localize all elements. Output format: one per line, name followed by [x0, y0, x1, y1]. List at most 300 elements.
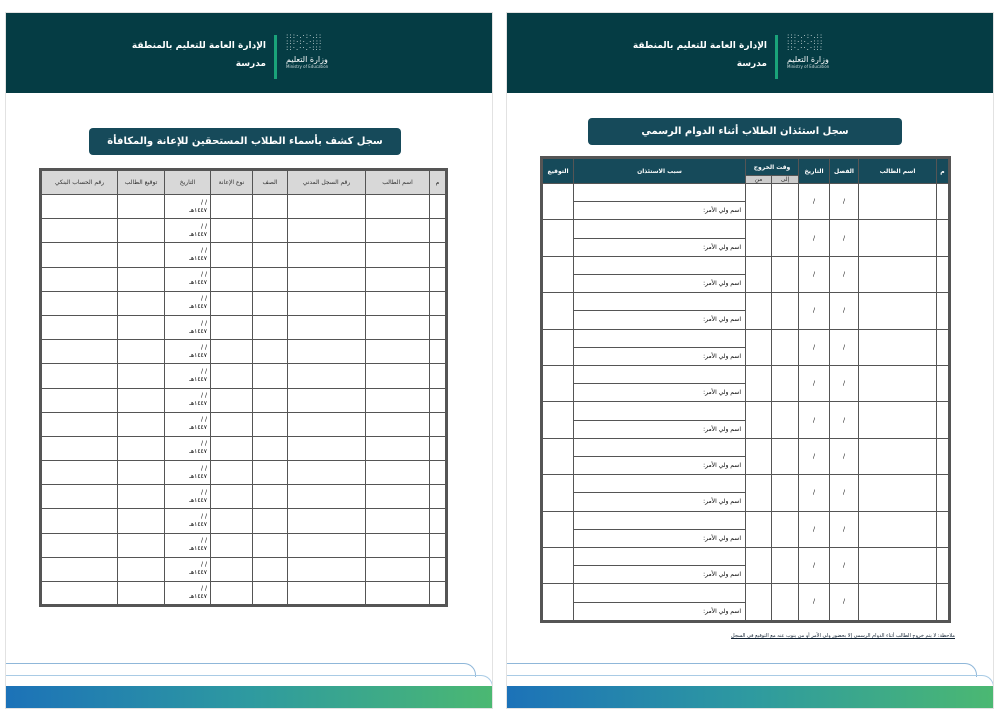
date-slashes: / /	[201, 198, 207, 206]
time-from-cell[interactable]	[746, 220, 772, 256]
table-cell[interactable]	[366, 243, 430, 267]
reason-cell[interactable]	[574, 184, 746, 220]
date-cell[interactable]: /	[799, 256, 830, 292]
table-cell[interactable]	[288, 461, 366, 485]
signature-cell[interactable]	[542, 475, 574, 511]
table-cell[interactable]	[253, 267, 288, 291]
date-cell[interactable]: /	[799, 584, 830, 621]
table-cell[interactable]	[288, 364, 366, 388]
table-cell[interactable]	[288, 243, 366, 267]
table-cell[interactable]	[430, 509, 447, 533]
reason-cell[interactable]	[574, 220, 746, 256]
table-row	[41, 485, 447, 509]
name-cell[interactable]	[859, 220, 937, 256]
table-cell[interactable]	[211, 291, 253, 315]
table-cell[interactable]	[118, 364, 165, 388]
reason-line[interactable]	[574, 366, 745, 384]
signature-cell[interactable]	[542, 402, 574, 438]
table-row	[542, 584, 950, 621]
name-cell[interactable]	[859, 329, 937, 365]
date-year: ١٤٤٧هـ	[189, 327, 207, 335]
date-cell[interactable]: /	[799, 475, 830, 511]
table-cell[interactable]	[41, 243, 118, 267]
table-cell[interactable]	[211, 388, 253, 412]
table-cell[interactable]	[41, 388, 118, 412]
reason-line[interactable]	[574, 512, 745, 530]
table-row	[41, 436, 447, 460]
table-row	[41, 412, 447, 436]
table-cell[interactable]	[288, 412, 366, 436]
signature-cell[interactable]	[542, 438, 574, 474]
table-cell[interactable]	[211, 412, 253, 436]
date-cell	[165, 267, 211, 291]
table-cell[interactable]	[118, 267, 165, 291]
table-cell[interactable]	[366, 557, 430, 581]
table-cell[interactable]	[118, 412, 165, 436]
reason-line[interactable]	[574, 184, 745, 202]
signature-cell[interactable]	[542, 547, 574, 583]
table-cell[interactable]	[118, 291, 165, 315]
table-cell[interactable]	[288, 291, 366, 315]
table-cell[interactable]	[430, 485, 447, 509]
date-slashes: / /	[201, 392, 207, 400]
table-cell[interactable]	[430, 582, 447, 606]
reason-split	[574, 512, 745, 547]
class-cell[interactable]: /	[830, 293, 859, 329]
date-cell	[165, 436, 211, 460]
table-cell[interactable]	[366, 267, 430, 291]
table-cell[interactable]	[430, 195, 447, 219]
table-cell[interactable]	[41, 364, 118, 388]
table-cell[interactable]	[253, 557, 288, 581]
table-cell[interactable]	[288, 533, 366, 557]
time-to-cell[interactable]	[772, 475, 799, 511]
table-cell[interactable]	[211, 340, 253, 364]
table-cell[interactable]	[430, 267, 447, 291]
reason-line[interactable]	[574, 439, 745, 457]
table-cell[interactable]	[118, 195, 165, 219]
table-cell[interactable]	[253, 291, 288, 315]
date-cell	[165, 509, 211, 533]
table-cell[interactable]	[118, 388, 165, 412]
table-cell[interactable]	[366, 388, 430, 412]
table-cell[interactable]	[366, 485, 430, 509]
reason-line[interactable]	[574, 293, 745, 311]
date-slashes: / /	[201, 319, 207, 327]
table-cell[interactable]	[211, 485, 253, 509]
time-from-cell[interactable]	[746, 256, 772, 292]
signature-cell[interactable]	[542, 329, 574, 365]
table-cell[interactable]	[288, 195, 366, 219]
class-cell[interactable]: /	[830, 365, 859, 401]
table-cell[interactable]	[211, 533, 253, 557]
table-cell[interactable]	[253, 315, 288, 339]
table-cell[interactable]	[211, 364, 253, 388]
table-cell[interactable]	[118, 509, 165, 533]
name-cell[interactable]	[859, 256, 937, 292]
guardian-name-label: اسم ولي الأمر:	[703, 498, 741, 506]
guardian-name-label: اسم ولي الأمر:	[703, 316, 741, 324]
table-row	[542, 293, 950, 329]
table-row	[41, 557, 447, 581]
guardian-name-label: اسم ولي الأمر:	[703, 207, 741, 215]
date-cell	[165, 412, 211, 436]
reason-cell[interactable]	[574, 293, 746, 329]
date-year: ١٤٤٧هـ	[189, 521, 207, 529]
name-cell[interactable]	[859, 184, 937, 220]
num-cell	[937, 293, 950, 329]
name-cell[interactable]	[859, 475, 937, 511]
ministry-ar: وزارة التعليم	[286, 55, 328, 64]
time-from-cell[interactable]	[746, 438, 772, 474]
num-cell	[937, 184, 950, 220]
table-cell[interactable]	[366, 412, 430, 436]
table-row	[41, 533, 447, 557]
table-cell[interactable]	[253, 461, 288, 485]
table-row	[41, 291, 447, 315]
table-cell[interactable]	[288, 315, 366, 339]
table-cell[interactable]	[366, 436, 430, 460]
table-cell[interactable]	[430, 219, 447, 243]
table-cell[interactable]	[211, 267, 253, 291]
reason-split	[574, 330, 745, 365]
reason-line[interactable]	[574, 220, 745, 238]
column-header: م	[430, 170, 447, 195]
table-cell[interactable]	[211, 436, 253, 460]
date-cell[interactable]: /	[799, 547, 830, 583]
table-cell[interactable]	[211, 557, 253, 581]
table-cell[interactable]	[430, 557, 447, 581]
table-cell[interactable]	[366, 195, 430, 219]
reason-split	[574, 584, 745, 619]
table-cell[interactable]	[41, 267, 118, 291]
table-cell[interactable]	[288, 582, 366, 606]
date-cell[interactable]: /	[799, 511, 830, 547]
signature-cell[interactable]	[542, 220, 574, 256]
reason-line[interactable]	[574, 475, 745, 493]
table-row	[542, 220, 950, 256]
table-cell[interactable]	[118, 533, 165, 557]
class-cell[interactable]: /	[830, 547, 859, 583]
ministry-ar: وزارة التعليم	[787, 55, 829, 64]
date-cell	[165, 364, 211, 388]
table-cell[interactable]	[41, 219, 118, 243]
name-cell[interactable]	[859, 547, 937, 583]
table-cell[interactable]	[288, 557, 366, 581]
date-cell	[165, 291, 211, 315]
table-cell[interactable]	[41, 315, 118, 339]
signature-cell[interactable]	[542, 584, 574, 621]
page-student-aid-list	[5, 12, 493, 709]
table-row	[41, 219, 447, 243]
reason-line[interactable]	[574, 330, 745, 348]
class-cell[interactable]: /	[830, 475, 859, 511]
table-cell[interactable]	[253, 485, 288, 509]
column-header: رقم السجل المدني	[288, 170, 366, 195]
time-to-cell[interactable]	[772, 184, 799, 220]
table-cell[interactable]	[366, 461, 430, 485]
time-from-cell[interactable]	[746, 475, 772, 511]
table-cell[interactable]	[430, 243, 447, 267]
col-signature: التوقيع	[542, 158, 574, 184]
table-cell[interactable]	[118, 461, 165, 485]
table-cell[interactable]	[430, 461, 447, 485]
table-cell[interactable]	[41, 485, 118, 509]
table-cell[interactable]	[366, 340, 430, 364]
table-cell[interactable]	[118, 485, 165, 509]
table-cell[interactable]	[41, 340, 118, 364]
col-exit-time: وقت الخروج	[746, 158, 799, 176]
permission-table	[540, 156, 951, 623]
table-cell[interactable]	[41, 436, 118, 460]
table-row	[41, 267, 447, 291]
time-from-cell[interactable]	[746, 402, 772, 438]
date-cell[interactable]: /	[799, 402, 830, 438]
reason-cell[interactable]	[574, 438, 746, 474]
reason-cell[interactable]	[574, 329, 746, 365]
table-cell[interactable]	[211, 509, 253, 533]
table-cell[interactable]	[430, 412, 447, 436]
date-cell[interactable]: /	[799, 184, 830, 220]
table-row	[542, 184, 950, 220]
reason-split	[574, 402, 745, 437]
time-to-cell[interactable]	[772, 402, 799, 438]
table-cell[interactable]	[211, 461, 253, 485]
page-permission-log	[506, 12, 994, 709]
col-date: التاريخ	[799, 158, 830, 184]
class-cell[interactable]: /	[830, 184, 859, 220]
table-row	[41, 195, 447, 219]
time-from-cell[interactable]	[746, 365, 772, 401]
table-row	[542, 475, 950, 511]
col-to: إلى	[772, 176, 799, 184]
date-year: ١٤٤٧هـ	[189, 448, 207, 456]
reason-line[interactable]	[574, 548, 745, 566]
time-from-cell[interactable]	[746, 293, 772, 329]
table-cell[interactable]	[430, 436, 447, 460]
name-cell[interactable]	[859, 438, 937, 474]
signature-cell[interactable]	[542, 256, 574, 292]
guardian-name-label: اسم ولي الأمر:	[703, 243, 741, 251]
class-cell[interactable]: /	[830, 438, 859, 474]
class-cell[interactable]: /	[830, 220, 859, 256]
column-header: رقم الحساب البنكي	[41, 170, 118, 195]
class-cell[interactable]: /	[830, 329, 859, 365]
table-cell[interactable]	[118, 219, 165, 243]
table-row	[542, 402, 950, 438]
table-cell[interactable]	[430, 533, 447, 557]
date-cell[interactable]: /	[799, 438, 830, 474]
table-cell[interactable]	[41, 533, 118, 557]
date-slashes: / /	[201, 488, 207, 496]
time-to-cell[interactable]	[772, 256, 799, 292]
date-slashes: / /	[201, 440, 207, 448]
reason-line[interactable]	[574, 584, 745, 602]
time-to-cell[interactable]	[772, 293, 799, 329]
class-cell[interactable]: /	[830, 584, 859, 621]
table-cell[interactable]	[366, 509, 430, 533]
table-cell[interactable]	[41, 509, 118, 533]
table-cell[interactable]	[211, 195, 253, 219]
table-cell[interactable]	[211, 219, 253, 243]
column-header: التاريخ	[165, 170, 211, 195]
date-year: ١٤٤٧هـ	[189, 303, 207, 311]
ministry-logo: :::·.·:·.:: :::·:·.·::: ::·.··.·::: وزارة التعليم Ministry of Education	[787, 33, 867, 69]
table-row	[542, 365, 950, 401]
table-cell[interactable]	[41, 461, 118, 485]
date-year: ١٤٤٧هـ	[189, 375, 207, 383]
date-cell[interactable]: /	[799, 293, 830, 329]
table-row	[41, 582, 447, 606]
reason-cell[interactable]	[574, 584, 746, 621]
table-cell[interactable]	[211, 315, 253, 339]
table-cell[interactable]	[430, 315, 447, 339]
table-cell[interactable]	[288, 388, 366, 412]
table-cell[interactable]	[253, 195, 288, 219]
signature-cell[interactable]	[542, 365, 574, 401]
reason-cell[interactable]	[574, 475, 746, 511]
ministry-en: Ministry of Education	[286, 64, 329, 69]
table-cell[interactable]	[118, 243, 165, 267]
page-title: سجل استئذان الطلاب أثناء الدوام الرسمي	[588, 118, 902, 145]
signature-cell[interactable]	[542, 511, 574, 547]
time-from-cell[interactable]	[746, 547, 772, 583]
guardian-name-label: اسم ولي الأمر:	[703, 279, 741, 287]
signature-cell[interactable]	[542, 293, 574, 329]
table-cell[interactable]	[41, 412, 118, 436]
name-cell[interactable]	[859, 402, 937, 438]
table-cell[interactable]	[253, 582, 288, 606]
table-cell[interactable]	[253, 243, 288, 267]
table-cell[interactable]	[118, 315, 165, 339]
reason-cell[interactable]	[574, 511, 746, 547]
table-cell[interactable]	[288, 267, 366, 291]
time-to-cell[interactable]	[772, 365, 799, 401]
table-cell[interactable]	[430, 291, 447, 315]
table-cell[interactable]	[366, 291, 430, 315]
table-cell[interactable]	[430, 388, 447, 412]
time-from-cell[interactable]	[746, 329, 772, 365]
table-cell[interactable]	[366, 533, 430, 557]
table-cell[interactable]	[118, 436, 165, 460]
time-to-cell[interactable]	[772, 584, 799, 621]
name-cell[interactable]	[859, 584, 937, 621]
guardian-name-label: اسم ولي الأمر:	[703, 352, 741, 360]
table-cell[interactable]	[253, 509, 288, 533]
time-to-cell[interactable]	[772, 220, 799, 256]
table-cell[interactable]	[41, 582, 118, 606]
name-cell[interactable]	[859, 511, 937, 547]
reason-split	[574, 475, 745, 510]
table-cell[interactable]	[366, 364, 430, 388]
date-year: ١٤٤٧هـ	[189, 472, 207, 480]
time-from-cell[interactable]	[746, 184, 772, 220]
time-to-cell[interactable]	[772, 438, 799, 474]
reason-split	[574, 293, 745, 328]
time-from-cell[interactable]	[746, 511, 772, 547]
table-cell[interactable]	[430, 364, 447, 388]
date-cell[interactable]: /	[799, 220, 830, 256]
date-year: ١٤٤٧هـ	[189, 569, 207, 577]
date-year: ١٤٤٧هـ	[189, 206, 207, 214]
reason-line[interactable]	[574, 402, 745, 420]
table-row	[41, 340, 447, 364]
table-cell[interactable]	[118, 582, 165, 606]
date-year: ١٤٤٧هـ	[189, 400, 207, 408]
table-cell[interactable]	[253, 340, 288, 364]
table-cell[interactable]	[288, 509, 366, 533]
guardian-name-label: اسم ولي الأمر:	[703, 571, 741, 579]
table-cell[interactable]	[253, 436, 288, 460]
table-cell[interactable]	[253, 412, 288, 436]
time-to-cell[interactable]	[772, 547, 799, 583]
table-cell[interactable]	[288, 436, 366, 460]
reason-cell[interactable]	[574, 402, 746, 438]
table-cell[interactable]	[41, 291, 118, 315]
name-cell[interactable]	[859, 365, 937, 401]
table-cell[interactable]	[288, 340, 366, 364]
class-cell[interactable]: /	[830, 402, 859, 438]
page-header	[6, 13, 492, 93]
name-cell[interactable]	[859, 293, 937, 329]
guardian-name-label: اسم ولي الأمر:	[703, 389, 741, 397]
reason-cell[interactable]	[574, 256, 746, 292]
table-cell[interactable]	[366, 219, 430, 243]
table-cell[interactable]	[118, 340, 165, 364]
signature-cell[interactable]	[542, 184, 574, 220]
date-cell	[165, 340, 211, 364]
reason-cell[interactable]	[574, 365, 746, 401]
table-cell[interactable]	[41, 195, 118, 219]
reason-cell[interactable]	[574, 547, 746, 583]
column-header: الصف	[253, 170, 288, 195]
table-cell[interactable]	[288, 219, 366, 243]
table-cell[interactable]	[211, 243, 253, 267]
time-from-cell[interactable]	[746, 584, 772, 621]
date-slashes: / /	[201, 585, 207, 593]
table-cell[interactable]	[211, 582, 253, 606]
date-cell	[165, 582, 211, 606]
table-cell[interactable]	[41, 557, 118, 581]
col-num: م	[937, 158, 950, 184]
date-slashes: / /	[201, 367, 207, 375]
table-cell[interactable]	[253, 364, 288, 388]
table-cell[interactable]	[253, 219, 288, 243]
date-cell[interactable]: /	[799, 365, 830, 401]
table-row	[41, 243, 447, 267]
table-row	[41, 315, 447, 339]
date-year: ١٤٤٧هـ	[189, 496, 207, 504]
table-cell[interactable]	[253, 533, 288, 557]
org-line1: الإدارة العامة للتعليم بالمنطقة	[131, 41, 266, 51]
table-cell[interactable]	[288, 485, 366, 509]
table-cell[interactable]	[253, 388, 288, 412]
guardian-name-label: اسم ولي الأمر:	[703, 425, 741, 433]
time-to-cell[interactable]	[772, 329, 799, 365]
date-slashes: / /	[201, 416, 207, 424]
class-cell[interactable]: /	[830, 511, 859, 547]
table-cell[interactable]	[118, 557, 165, 581]
date-cell[interactable]: /	[799, 329, 830, 365]
table-cell[interactable]	[366, 315, 430, 339]
reason-line[interactable]	[574, 257, 745, 275]
class-cell[interactable]: /	[830, 256, 859, 292]
table-cell[interactable]	[366, 582, 430, 606]
date-slashes: / /	[201, 561, 207, 569]
time-to-cell[interactable]	[772, 511, 799, 547]
page-header	[507, 13, 993, 93]
table-cell[interactable]	[430, 340, 447, 364]
